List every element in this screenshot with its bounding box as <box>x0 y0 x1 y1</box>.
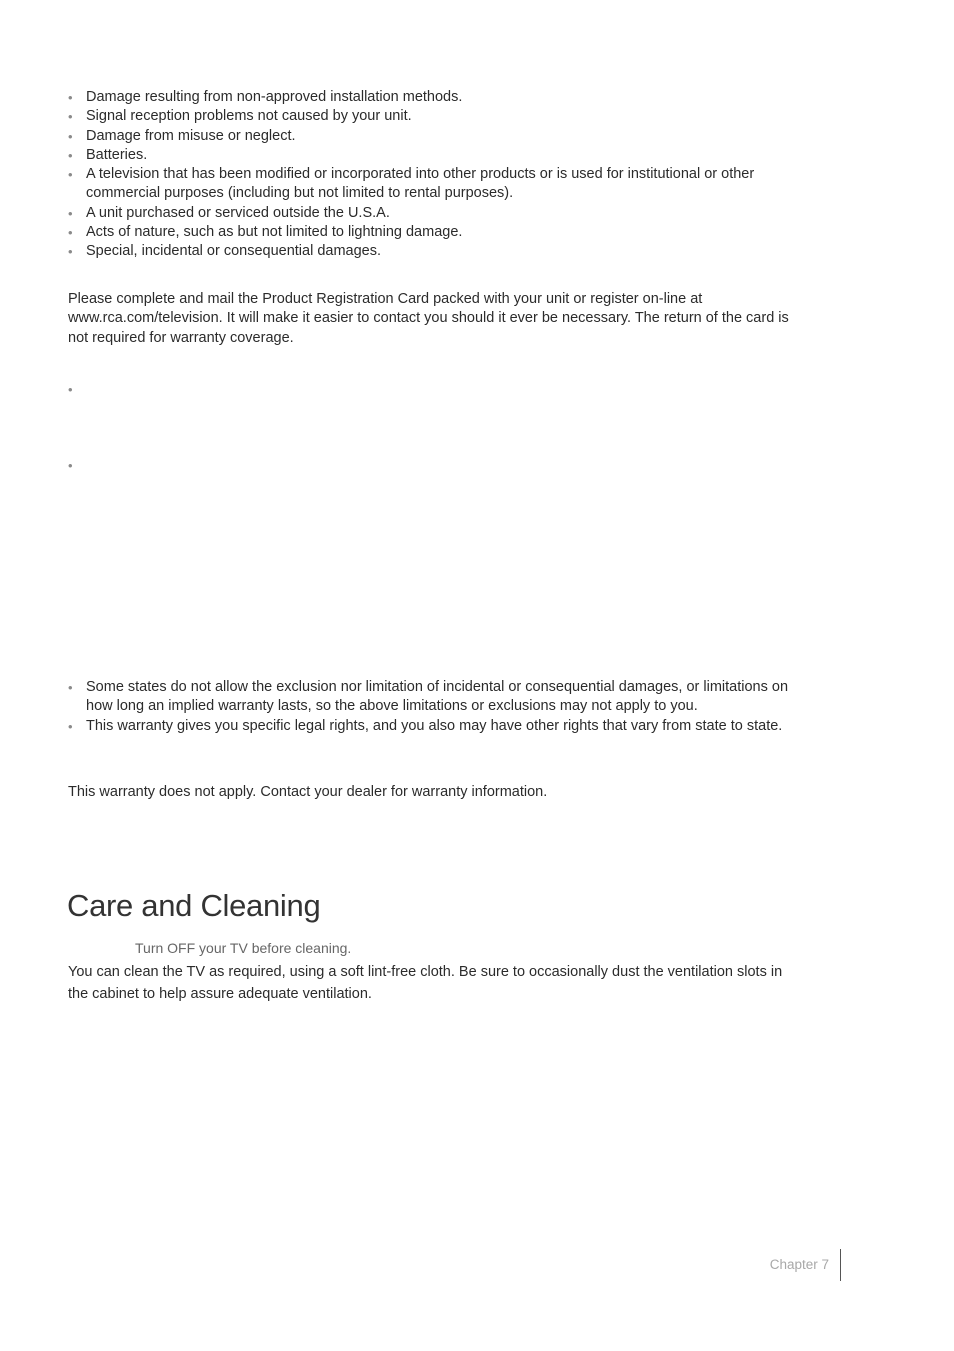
bullet-icon: • <box>68 680 73 695</box>
chapter-label: Chapter 7 <box>769 1257 829 1272</box>
list-item: • Damage resulting from non-approved installation methods. <box>68 88 798 107</box>
bullet-icon: • <box>68 147 73 163</box>
bullet-icon: • <box>68 458 73 473</box>
list-item: • Special, incidental or consequential damages. <box>68 242 798 261</box>
bullet-icon: • <box>68 167 73 183</box>
list-item: • This warranty gives you specific legal rights, and you also may have other rights that vary from state to state. <box>68 717 798 736</box>
list-item: • Batteries. <box>68 146 798 165</box>
list-item: • A television that has been modified or incorporated into other products or is used for institutional or other commercial purposes (including but not limited to rental purposes). <box>68 166 755 202</box>
cleaning-body: You can clean the TV as required, using a soft lint-free cloth. Be sure to occasionally dust the ventilation slots in the cabinet to help assure adequate ventilation. <box>68 964 783 1002</box>
bullet-icon: • <box>68 225 73 241</box>
footer-divider <box>840 1249 841 1281</box>
list-item: • Signal reception problems not caused by your unit. <box>68 107 798 126</box>
bullet-icon: • <box>68 718 73 734</box>
bullet-icon: • <box>68 109 73 125</box>
list-item: • Acts of nature, such as but not limited to lightning damage. <box>68 223 798 242</box>
bullet-icon: • <box>68 244 73 260</box>
section-title: Care and Cleaning <box>67 888 321 923</box>
list-item: • A unit purchased or serviced outside the U.S.A. <box>68 204 798 223</box>
exclusions-list <box>68 88 798 262</box>
registration-paragraph: Please complete and mail the Product Registration Card packed with your unit or register on-line at www.rca.com/television. It will make it easier to contact you should it ever be necessary. The return of the card is not required for warranty coverage. <box>68 291 789 346</box>
list-item: • Damage from misuse or neglect. <box>68 127 798 146</box>
cleaning-note: Turn OFF your TV before cleaning. <box>135 940 352 956</box>
list-item: • Some states do not allow the exclusion nor limitation of incidental or consequential damages, or limitations on how long an implied warranty lasts, so the above limitations or exclusions may not apply to you. <box>68 679 789 715</box>
legal-rights-list <box>68 678 798 736</box>
bullet-icon: • <box>68 90 73 105</box>
outside-usa-paragraph: This warranty does not apply. Contact your dealer for warranty information. <box>68 784 548 800</box>
bullet-icon: • <box>68 128 73 144</box>
bullet-icon: • <box>68 382 73 397</box>
bullet-icon: • <box>68 205 73 221</box>
